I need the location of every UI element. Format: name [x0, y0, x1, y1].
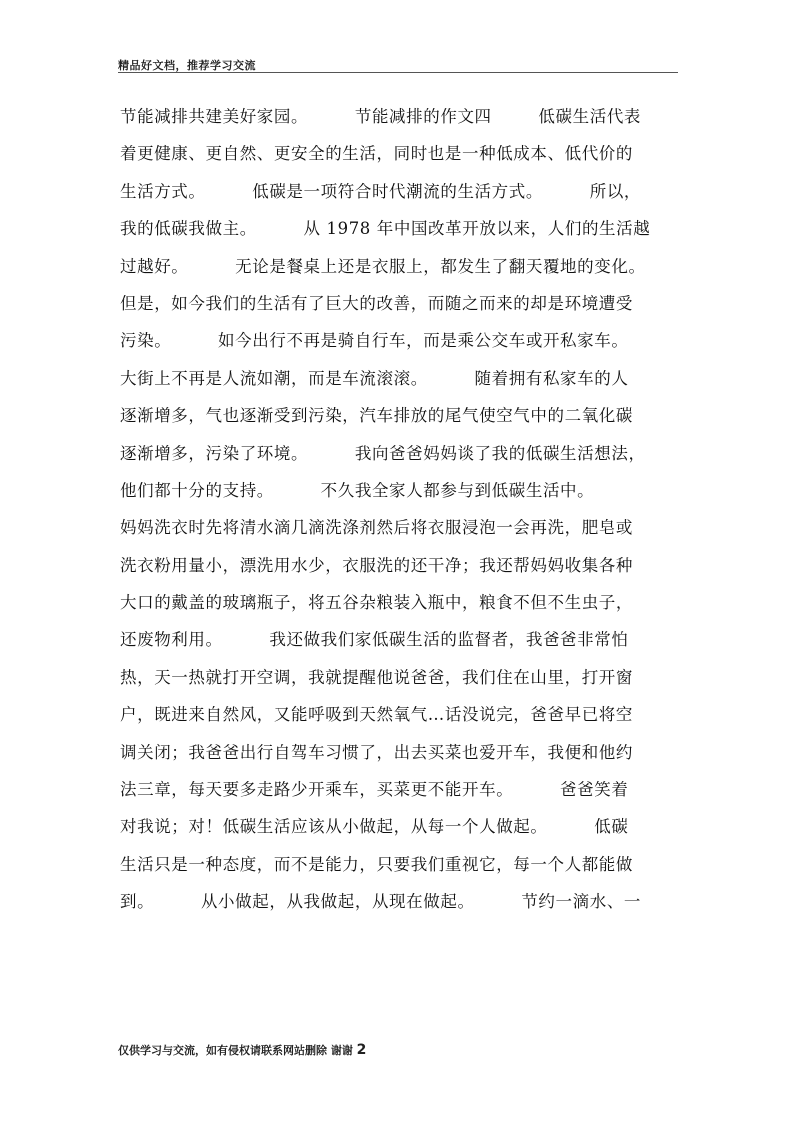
body-line: 户，既进来自然风，又能呼吸到天然氧气…话没说完，爸爸早已将空 [120, 705, 633, 725]
page-number: 2 [356, 1042, 367, 1058]
body-line: 他们都十分的支持。 不久我全家人都参与到低碳生活中。 [120, 480, 595, 500]
footer-text: 仅供学习与交流，如有侵权请联系网站删除 谢谢 [118, 1044, 353, 1057]
document-body [120, 101, 690, 924]
body-line: 大口的戴盖的玻璃瓶子，将五谷杂粮装入瓶中，粮食不但不生虫子， [120, 593, 633, 613]
body-line: 过越好。 无论是餐桌上还是衣服上，都发生了翻天覆地的变化。 [120, 256, 646, 276]
body-line: 到。 从小做起，从我做起，从现在做起。 节约一滴水、一 [120, 892, 642, 912]
body-line: 洗衣粉用量小，漂洗用水少，衣服洗的还干净；我还帮妈妈收集各种 [120, 555, 633, 575]
body-line: 生活方式。 低碳是一项符合时代潮流的生活方式。 所以， [120, 181, 642, 201]
body-line: 逐渐增多，气也逐渐受到污染，汽车排放的尾气使空气中的二氧化碳 [120, 406, 633, 426]
body-line: 我的低碳我做主。 从 1978 年中国改革开放以来，人们的生活越 [120, 219, 651, 239]
page-footer [118, 1042, 366, 1058]
body-line: 逐渐增多，污染了环境。 我向爸爸妈妈谈了我的低碳生活想法， [120, 443, 646, 463]
header-divider [118, 72, 678, 73]
body-line: 节能减排共建美好家园。 节能减排的作文四 低碳生活代表 [120, 107, 642, 126]
body-line: 调关闭；我爸爸出行自驾车习惯了，出去买菜也爱开车，我便和他约 [120, 742, 633, 762]
body-line: 污染。 如今出行不再是骑自行车，而是乘公交车或开私家车。 [120, 331, 629, 351]
body-line: 生活只是一种态度，而不是能力，只要我们重视它，每一个人都能做 [120, 854, 633, 874]
body-line: 着更健康、更自然、更安全的生活，同时也是一种低成本、低代价的 [120, 144, 633, 164]
body-line: 法三章，每天要多走路少开乘车，买菜更不能开车。 爸爸笑着 [120, 780, 629, 800]
body-line: 还废物利用。 我还做我们家低碳生活的监督者，我爸爸非常怕 [120, 630, 629, 650]
body-line: 但是，如今我们的生活有了巨大的改善，而随之而来的却是环境遭受 [120, 293, 633, 313]
body-line: 热，天一热就打开空调，我就提醒他说爸爸，我们住在山里，打开窗 [120, 667, 633, 687]
body-line: 对我说；对！低碳生活应该从小做起，从每一个人做起。 低碳 [120, 817, 629, 837]
body-line: 妈妈洗衣时先将清水滴几滴洗涤剂然后将衣服浸泡一会再洗，肥皂或 [120, 518, 633, 538]
body-line: 大街上不再是人流如潮，而是车流滚滚。 随着拥有私家车的人 [120, 368, 629, 388]
page-header: 精品好文档，推荐学习交流 [118, 59, 256, 72]
